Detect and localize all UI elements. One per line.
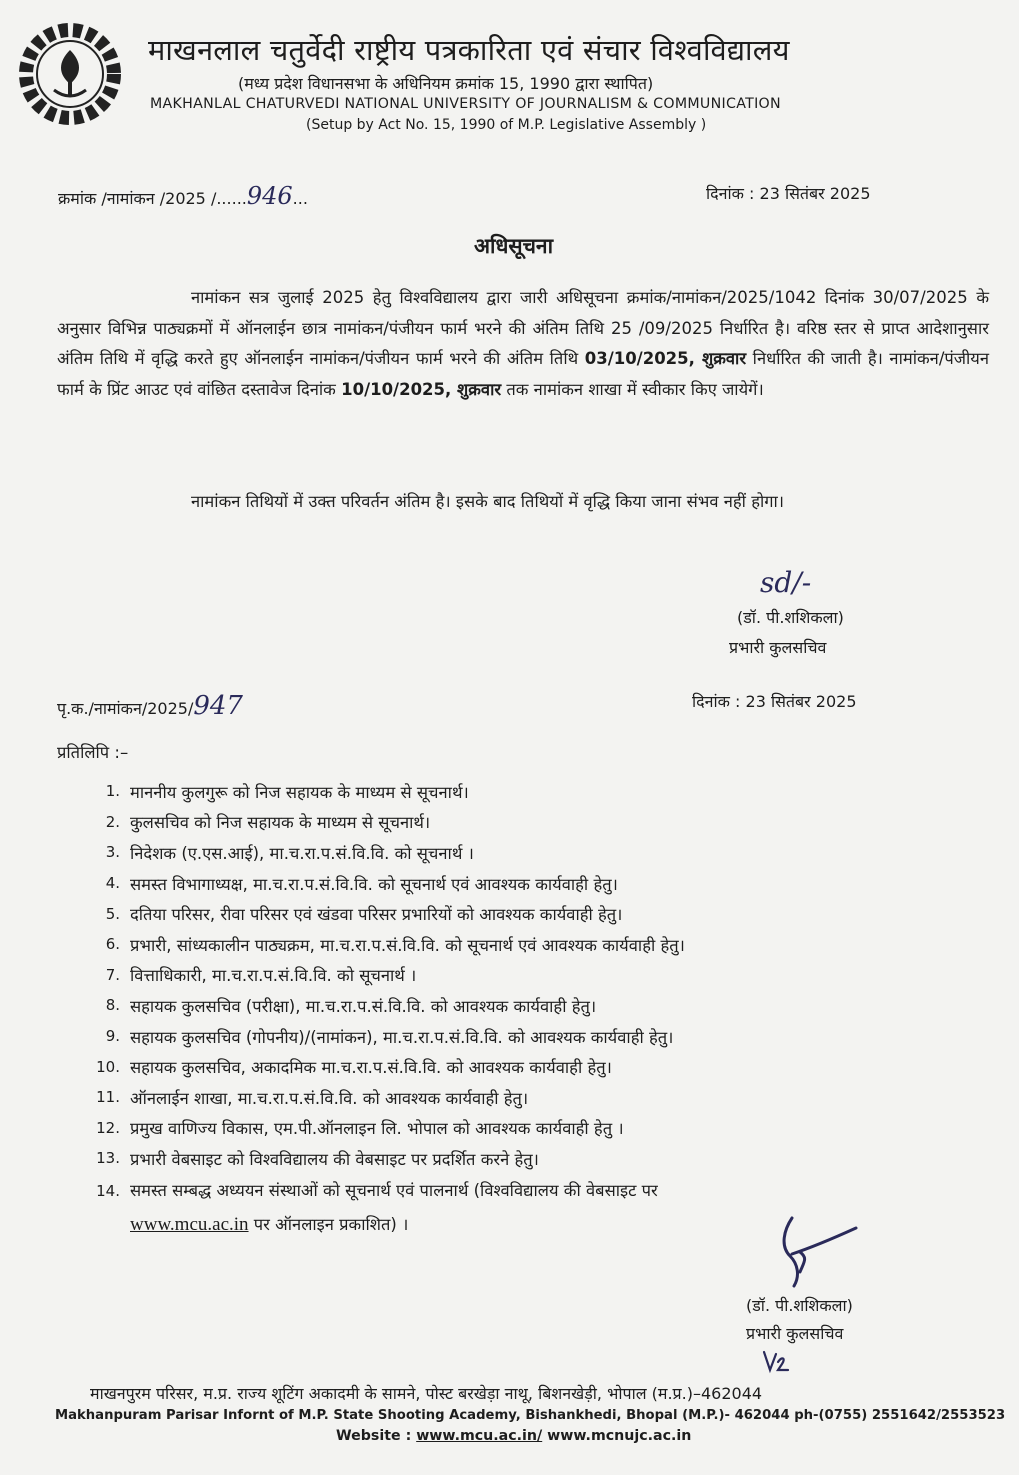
copy-item-number: 3. — [105, 843, 120, 862]
establishment-note-hindi: (मध्य प्रदेश विधानसभा के अधिनियम क्रमांक 15, 1990 द्वारा स्थापित) — [238, 74, 654, 93]
copy-item-text: दतिया परिसर, रीवा परिसर एवं खंडवा परिसर प्रभारियों को आवश्यक कार्यवाही हेतु। — [130, 905, 623, 925]
handwritten-signature-icon — [770, 1212, 870, 1292]
copy-list-item — [58, 960, 958, 991]
university-logo — [6, 10, 134, 138]
para1-text-e: तक नामांकन शाखा में स्वीकार किए जायेगें। — [506, 379, 764, 399]
copy-item-text: प्रभारी, सांध्यकालीन पाठ्यक्रम, मा.च.रा.प.सं.वि.वि. को सूचनार्थ एवं आवश्यक कार्यवाही हेतु। — [130, 935, 685, 955]
copy-item-text: प्रमुख वाणिज्य विकास, एम.पी.ऑनलाइन लि. भोपाल को आवश्यक कार्यवाही हेतु । — [130, 1119, 624, 1139]
copy-item-text: निदेशक (ए.एस.आई), मा.च.रा.प.सं.वि.वि. को सूचनार्थ । — [130, 843, 474, 863]
copy-item-text: प्रभारी वेबसाइट को विश्वविद्यालय की वेबसाइट पर प्रदर्शित करने हेतु। — [130, 1149, 539, 1169]
copy-to-label: प्रतिलिपि :– — [57, 743, 129, 762]
reference-dots: ...... — [216, 189, 247, 208]
copy-item-text: कुलसचिव को निज सहायक के माध्यम से सूचनार्थ। — [130, 813, 431, 833]
signatory2-name: (डॉ. पी.शशिकला) — [746, 1296, 853, 1315]
copy-list-item — [58, 807, 958, 838]
copy-list-item — [58, 990, 958, 1021]
copy-list-item — [58, 868, 958, 899]
endorsement-date: दिनांक : 23 सितंबर 2025 — [692, 692, 857, 711]
copy-item-number: 5. — [105, 904, 120, 923]
copy-item-number: 2. — [105, 812, 120, 831]
reference-number — [58, 182, 308, 210]
reference-date: दिनांक : 23 सितंबर 2025 — [706, 184, 871, 203]
copy-list-item — [58, 1082, 958, 1113]
website-link-1[interactable]: www.mcu.ac.in/ — [416, 1428, 543, 1444]
copy-item-number: 12. — [96, 1118, 120, 1137]
copy-item14-text-a: समस्त सम्बद्ध अध्ययन संस्थाओं को सूचनार्थ एवं पालनार्थ (विश्वविद्यालय की वेबसाइट पर — [130, 1180, 658, 1200]
copy-list-item — [58, 837, 958, 868]
copy-item-number: 11. — [96, 1088, 120, 1107]
establishment-note-english: (Setup by Act No. 15, 1990 of M.P. Legislative Assembly ) — [306, 117, 707, 133]
endorsement-number — [57, 691, 243, 721]
signature-mark: sd/- — [760, 566, 812, 599]
copy-item-number: 10. — [96, 1057, 120, 1076]
copy-item-number: 1. — [105, 782, 120, 801]
copy-list-item — [58, 1143, 958, 1174]
copy-list-item — [58, 1051, 958, 1082]
notice-paragraph-2: नामांकन तिथियों में उक्त परिवर्तन अंतिम है। इसके बाद तिथियों में वृद्धि किया जाना संभव नहीं होगा। — [191, 492, 785, 511]
endorsement-prefix: पृ.क./नामांकन/2025/ — [57, 699, 194, 718]
copy-item-text: माननीय कुलगुरू को निज सहायक के माध्यम से सूचनार्थ। — [130, 782, 469, 802]
signatory2-designation: प्रभारी कुलसचिव — [746, 1324, 844, 1343]
copy-item-text: वित्ताधिकारी, मा.च.रा.प.सं.वि.वि. को सूचनार्थ । — [130, 966, 417, 986]
footer-address-hindi: माखनपुरम परिसर, म.प्र. राज्य शूटिंग अकादमी के सामने, पोस्ट बरखेड़ा नाथू, बिशनखेड़ी, भोपाल (म.प्र.)–462044 — [90, 1384, 763, 1403]
copy-item-text: ऑनलाईन शाखा, मा.च.रा.प.सं.वि.वि. को आवश्यक कार्यवाही हेतु। — [130, 1088, 529, 1108]
footer-address-english: Makhanpuram Parisar Infornt of M.P. State Shooting Academy, Bishankhedi, Bhopal (M.P.)- 462044 ph-(0755) 2551642/2553523 — [55, 1408, 1006, 1423]
para1-document-deadline: 10/10/2025, शुक्रवार — [341, 379, 502, 399]
university-name-english: MAKHANLAL CHATURVEDI NATIONAL UNIVERSITY OF JOURNALISM & COMMUNICATION — [150, 96, 781, 112]
website-label: Website : — [336, 1428, 417, 1444]
para1-text-c: निर्धारित की जाती है। नामांकन/पंजीयन फार्म के प्रिंट आउट एवं वांछित दस्तावेज दिनांक — [57, 349, 990, 399]
copy-item-number: 14. — [96, 1181, 120, 1200]
copy-item-text: सहायक कुलसचिव (परीक्षा), मा.च.रा.प.सं.वि.वि. को आवश्यक कार्यवाही हेतु। — [130, 996, 597, 1016]
copy-item-text: सहायक कुलसचिव, अकादमिक मा.च.रा.प.सं.वि.वि. को आवश्यक कार्यवाही हेतु। — [130, 1058, 612, 1078]
copy-list-item — [58, 1113, 958, 1144]
signatory-designation: प्रभारी कुलसचिव — [729, 638, 827, 657]
notice-paragraph-1 — [57, 283, 989, 405]
para1-deadline: 03/10/2025, शुक्रवार — [584, 349, 747, 368]
copy-list-item — [58, 929, 958, 960]
copy-list-item — [58, 776, 958, 807]
copy-list-item — [58, 1021, 958, 1052]
copy-item-text: समस्त विभागाध्यक्ष, मा.च.रा.प.सं.वि.वि. को सूचनार्थ एवं आवश्यक कार्यवाही हेतु। — [130, 874, 618, 894]
copy-item-number: 8. — [105, 996, 120, 1015]
footer-website — [336, 1428, 691, 1444]
reference-handwritten-number: 946 — [246, 182, 293, 210]
copy-item-number: 6. — [105, 935, 120, 954]
copy-item-number: 4. — [105, 874, 120, 893]
copy-to-list — [58, 776, 958, 1242]
university-name-hindi: माखनलाल चतुर्वेदी राष्ट्रीय पत्रकारिता एवं संचार विश्वविद्यालय — [148, 33, 790, 67]
copy-item-text: सहायक कुलसचिव (गोपनीय)/(नामांकन), मा.च.रा.प.सं.वि.वि. को आवश्यक कार्यवाही हेतु। — [130, 1027, 674, 1047]
reference-prefix: क्रमांक /नामांकन /2025 / — [58, 189, 217, 208]
notice-title: अधिसूचना — [474, 234, 554, 258]
initial-mark-icon — [760, 1348, 790, 1374]
website-link-2[interactable]: www.mcnujc.ac.in — [542, 1428, 692, 1444]
website-url-link[interactable]: www.mcu.ac.in — [130, 1213, 249, 1235]
copy-item-number: 13. — [96, 1149, 120, 1168]
copy-item-number: 9. — [105, 1027, 120, 1046]
copy-item14-text-b: पर ऑनलाइन प्रकाशित) । — [253, 1214, 409, 1234]
copy-list-item — [58, 898, 958, 929]
para1-text-a: नामांकन सत्र जुलाई 2025 हेतु विश्वविद्यालय द्वारा जारी अधिसूचना क्रमांक/नामांकन/2025/1042 दिनांक 30/07/2025 के अनुसार विभिन्न पाठ्यक्रमों में ऑनलाईन छात्र नामांकन/पंजीयन फार्म भरने की अंतिम तिथि 25 /09/2025 निर्धारित है। वरिष्ठ स्तर से प्राप्त आदेशानुसार अंतिम तिथि में वृद्धि करते हुए ऑनलाईन नामांकन/पंजीयन फार्म भरने की अंतिम तिथि — [57, 288, 989, 368]
signatory-name: (डॉ. पी.शशिकला) — [737, 608, 844, 627]
endorsement-handwritten-number: 947 — [193, 691, 243, 721]
reference-dots-after: ... — [292, 189, 308, 208]
copy-item-number: 7. — [105, 965, 120, 984]
